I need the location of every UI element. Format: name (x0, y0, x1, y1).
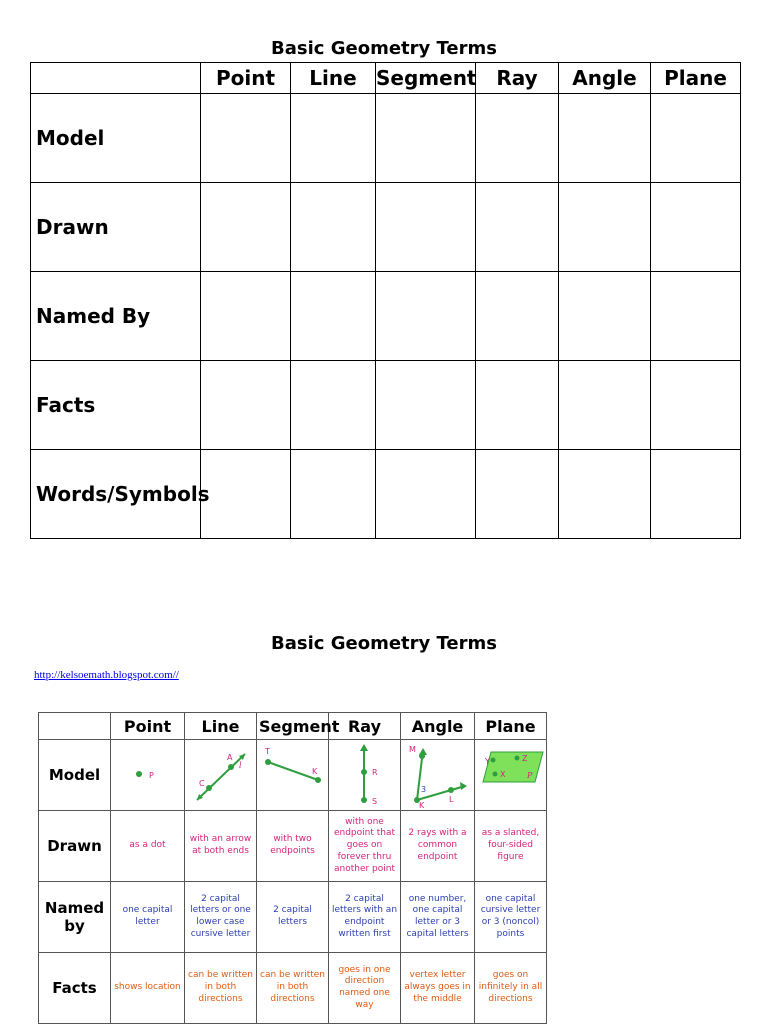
row-label-facts: Facts (39, 953, 111, 1024)
model-ray (329, 740, 401, 811)
blank-cell (476, 361, 559, 450)
corner-cell (39, 713, 111, 740)
named-by-angle: one number, one capital letter or 3 capital letters (401, 882, 475, 953)
blank-cell (559, 183, 651, 272)
named-by-line: 2 capital letters or one lower case cursive letter (185, 882, 257, 953)
blank-cell (559, 450, 651, 539)
col-header-point: Point (201, 63, 291, 94)
named-by-plane: one capital cursive letter or 3 (noncol) points (475, 882, 547, 953)
blank-cell (651, 450, 741, 539)
row-label-named-by: Named By (31, 272, 201, 361)
blank-cell (559, 94, 651, 183)
facts-segment: can be written in both directions (257, 953, 329, 1024)
named-by-ray: 2 capital letters with an endpoint written first (329, 882, 401, 953)
blank-cell (376, 94, 476, 183)
col-header-angle: Angle (559, 63, 651, 94)
blank-cell (201, 450, 291, 539)
col-header-line: Line (291, 63, 376, 94)
filled-geometry-table (38, 712, 547, 1024)
plane-diagram (477, 742, 545, 808)
blank-cell (291, 272, 376, 361)
facts-point: shows location (111, 953, 185, 1024)
angle-label-k: K (418, 801, 424, 810)
model-line (185, 740, 257, 811)
blank-cell (291, 361, 376, 450)
blank-cell (476, 272, 559, 361)
blank-cell (376, 183, 476, 272)
named-by-segment: 2 capital letters (257, 882, 329, 953)
source-link[interactable]: http://kelsoemath.blogspot.com// (34, 669, 179, 681)
segment-label-k: K (311, 767, 317, 776)
angle-label-m: M (408, 745, 416, 754)
plane-label-y: Y (485, 757, 490, 766)
page-title-top: Basic Geometry Terms (271, 38, 497, 59)
col-header-plane: Plane (475, 713, 547, 740)
drawn-line: with an arrow at both ends (185, 811, 257, 882)
col-header-segment: Segment (376, 63, 476, 94)
row-label-named-by: Named by (39, 882, 111, 953)
model-segment (257, 740, 329, 811)
row-label-words-symbols: Words/Symbols (31, 450, 201, 539)
blank-cell (559, 272, 651, 361)
blank-cell (651, 94, 741, 183)
ray-label-s: S (371, 797, 377, 806)
row-label-model: Model (39, 740, 111, 811)
drawn-ray: with one endpoint that goes on forever thru another point (329, 811, 401, 882)
blank-cell (291, 94, 376, 183)
col-header-ray: Ray (329, 713, 401, 740)
col-header-segment: Segment (257, 713, 329, 740)
blank-cell (201, 361, 291, 450)
facts-line: can be written in both directions (185, 953, 257, 1024)
blank-cell (651, 183, 741, 272)
row-label-drawn: Drawn (39, 811, 111, 882)
blank-cell (559, 361, 651, 450)
segment-label-t: T (264, 747, 270, 756)
drawn-point: as a dot (111, 811, 185, 882)
point-diagram (115, 742, 181, 808)
blank-cell (201, 272, 291, 361)
blank-cell (376, 361, 476, 450)
ray-label-r: R (371, 768, 378, 777)
row-label-drawn: Drawn (31, 183, 201, 272)
blank-cell (476, 94, 559, 183)
row-label-facts: Facts (31, 361, 201, 450)
blank-cell (201, 94, 291, 183)
drawn-segment: with two endpoints (257, 811, 329, 882)
facts-ray: goes in one direction named one way (329, 953, 401, 1024)
plane-label-x: X (500, 770, 506, 779)
model-plane (475, 740, 547, 811)
point-label-p: P (148, 771, 154, 780)
blank-cell (291, 450, 376, 539)
blank-cell (201, 183, 291, 272)
col-header-point: Point (111, 713, 185, 740)
blank-cell (651, 272, 741, 361)
blank-cell (376, 272, 476, 361)
line-label-a: A (227, 753, 233, 762)
angle-label-3: 3 (420, 785, 426, 794)
blank-cell (376, 450, 476, 539)
drawn-angle: 2 rays with a common endpoint (401, 811, 475, 882)
corner-cell (31, 63, 201, 94)
model-point (111, 740, 185, 811)
line-diagram (187, 742, 255, 808)
named-by-point: one capital letter (111, 882, 185, 953)
page-title-bottom: Basic Geometry Terms (271, 633, 497, 654)
col-header-line: Line (185, 713, 257, 740)
col-header-angle: Angle (401, 713, 475, 740)
segment-diagram (260, 742, 326, 808)
angle-label-l: L (448, 795, 453, 804)
angle-diagram (405, 742, 471, 808)
col-header-ray: Ray (476, 63, 559, 94)
blank-cell (651, 361, 741, 450)
blank-cell (476, 183, 559, 272)
blank-cell (291, 183, 376, 272)
facts-plane: goes on infinitely in all directions (475, 953, 547, 1024)
blank-geometry-table (30, 62, 741, 539)
line-label-l: l (239, 761, 242, 770)
model-angle (401, 740, 475, 811)
blank-cell (476, 450, 559, 539)
line-label-c: C (199, 779, 205, 788)
facts-angle: vertex letter always goes in the middle (401, 953, 475, 1024)
row-label-model: Model (31, 94, 201, 183)
drawn-plane: as a slanted, four-sided figure (475, 811, 547, 882)
plane-label-p: P (527, 771, 533, 780)
ray-diagram (332, 742, 398, 808)
col-header-plane: Plane (651, 63, 741, 94)
plane-label-z: Z (522, 754, 528, 763)
